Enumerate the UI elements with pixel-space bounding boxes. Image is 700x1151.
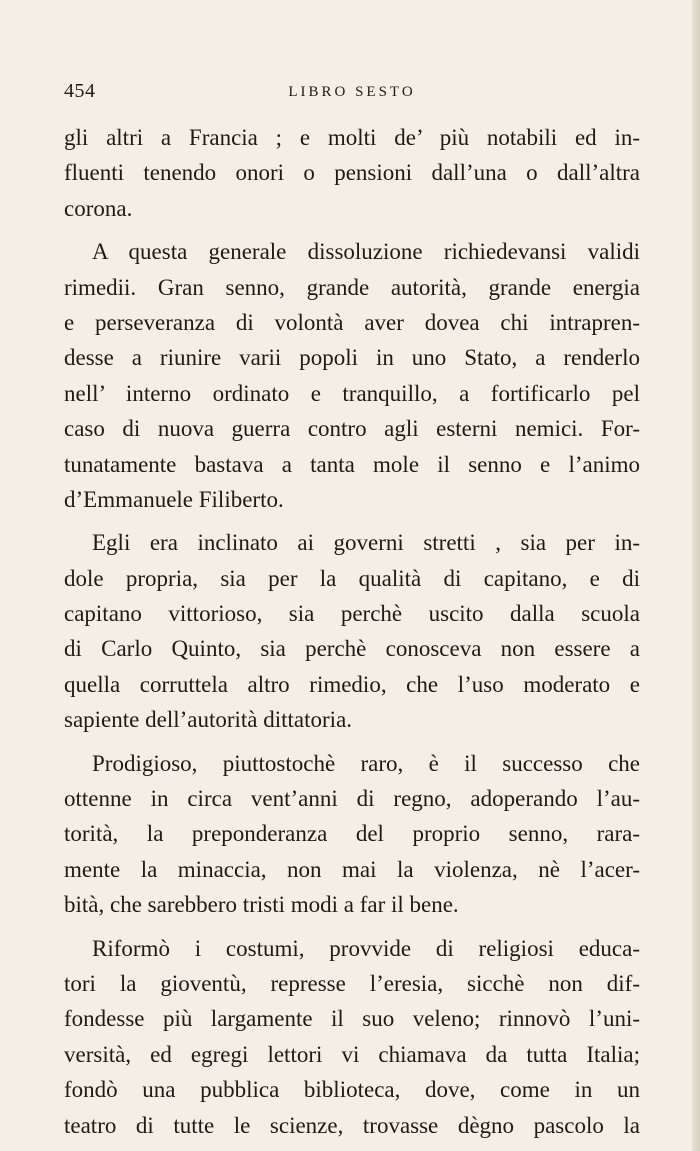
running-head: LIBRO SESTO [288, 84, 416, 100]
text-line: d’Emmanuele Filiberto. [64, 486, 284, 512]
text-line: ottenne in circa vent’anni di regno, adoperando l’au- [64, 786, 640, 812]
text-line: tori la gioventù, represse l’eresia, sicchè non dif- [64, 970, 640, 996]
text-line: fondò una pubblica biblioteca, dove, come in un [64, 1077, 640, 1103]
text-line: Egli era inclinato ai governi stretti , sia per in- [92, 530, 640, 556]
paragraph [64, 525, 640, 737]
text-line: e perseveranza di volontà aver dovea chi intrapren- [64, 309, 640, 335]
text-line: gli altri a Francia ; e molti de’ più notabili ed in- [64, 125, 640, 150]
text-line: fluenti tenendo onori o pensioni dall’una o dall’altra [64, 160, 640, 186]
paragraph [64, 931, 640, 1143]
text-line: rimedii. Gran senno, grande autorità, grande energia [64, 274, 640, 300]
text-line: Riformò i costumi, provvide di religiosi educa- [92, 935, 640, 961]
text-line: nell’ interno ordinato e tranquillo, a fortificarlo pel [64, 380, 640, 406]
paragraph [64, 746, 640, 923]
page-number: 454 [64, 80, 96, 102]
text-line: bità, che sarebbero tristi modi a far il bene. [64, 892, 459, 918]
text-line: Prodigioso, piuttostochè raro, è il successo che [92, 750, 640, 776]
text-line: capitano vittorioso, sia perchè uscito dalla scuola [64, 601, 640, 627]
text-line: caso di nuova guerra contro agli esterni nemici. For- [64, 416, 640, 442]
page-edge [692, 0, 700, 1151]
text-line: mente la minaccia, non mai la violenza, nè l’acer- [64, 856, 640, 882]
text-line: dole propria, sia per la qualità di capitano, e di [64, 565, 640, 591]
text-line: di Carlo Quinto, sia perchè conosceva non essere a [64, 636, 640, 662]
text-line: A questa generale dissoluzione richiedevansi validi [92, 239, 640, 265]
text-line: fondesse più largamente il suo veleno; rinnovò l’uni- [64, 1006, 640, 1032]
paragraph [64, 234, 640, 517]
body-text [64, 120, 640, 1143]
text-line: quella corruttela altro rimedio, che l’uso moderato e [64, 671, 640, 697]
text-line: corona. [64, 195, 133, 221]
text-line: teatro di tutte le scienze, trovasse dègno pascolo la [64, 1112, 640, 1138]
text-line: versità, ed egregi lettori vi chiamava da tutta Italia; [64, 1041, 640, 1067]
text-line: torità, la preponderanza del proprio senno, rara- [64, 821, 640, 847]
text-line: desse a riunire varii popoli in uno Stato, a renderlo [64, 345, 640, 371]
text-line: tunatamente bastava a tanta mole il senno e l’animo [64, 451, 640, 477]
text-line: sapiente dell’autorità dittatoria. [64, 707, 353, 733]
paragraph [64, 120, 640, 226]
page-header [64, 80, 640, 108]
